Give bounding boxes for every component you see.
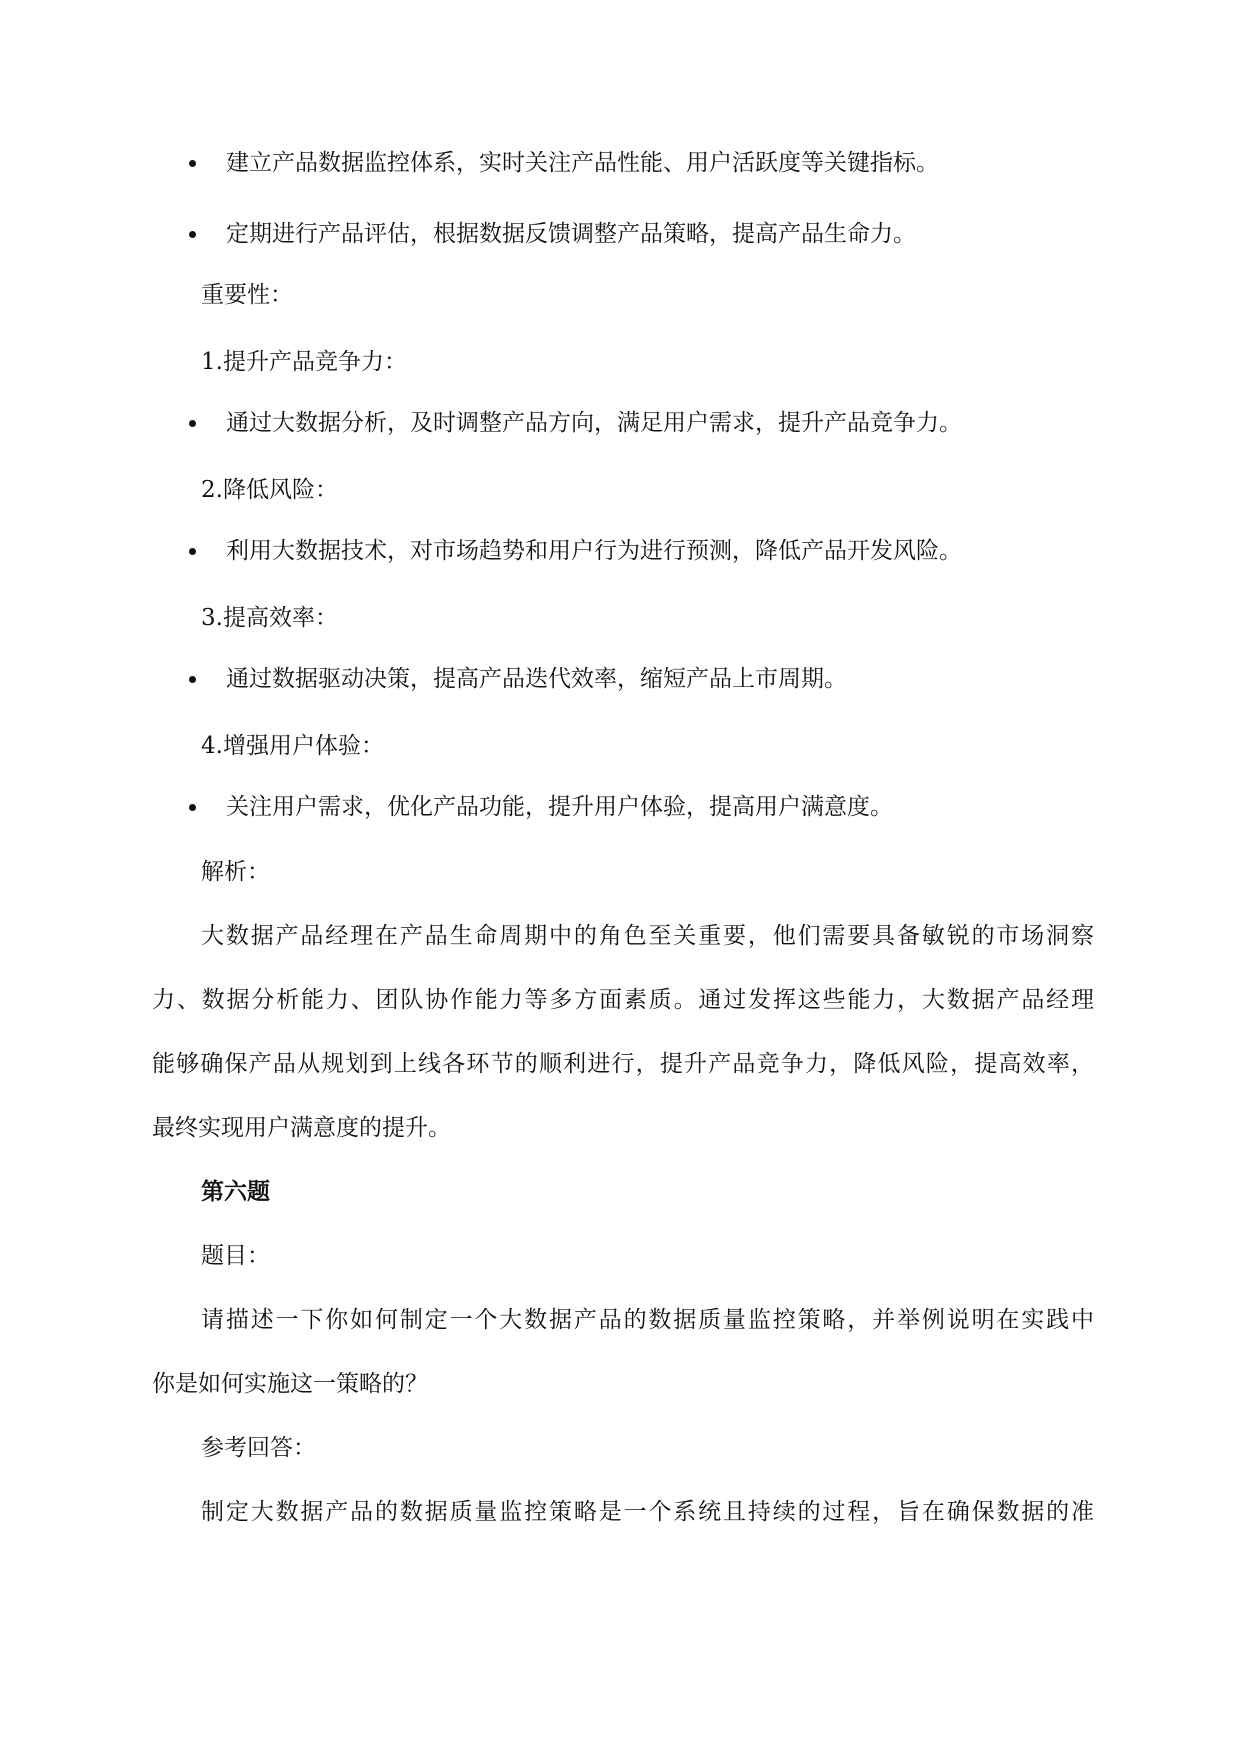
bullet-item: 利用大数据技术，对市场趋势和用户行为进行预测，降低产品开发风险。 [226, 538, 962, 564]
bullet-dot [189, 676, 196, 683]
section-title: 第六题 [201, 1178, 270, 1205]
point-heading: 3.提高效率： [201, 605, 338, 631]
question-heading: 题目： [201, 1243, 270, 1269]
bullet-dot [189, 548, 196, 555]
bullet-item: 定期进行产品评估，根据数据反馈调整产品策略，提高产品生命力。 [226, 221, 916, 247]
bullet-item: 建立产品数据监控体系，实时关注产品性能、用户活跃度等关键指标。 [226, 150, 939, 176]
answer-paragraph-line: 制定大数据产品的数据质量监控策略是一个系统且持续的过程，旨在确保数据的准 [201, 1499, 1094, 1525]
analysis-paragraph-line: 力、数据分析能力、团队协作能力等多方面素质。通过发挥这些能力，大数据产品经理 [152, 987, 1094, 1013]
point-heading: 1.提升产品竞争力： [201, 349, 407, 375]
bullet-item: 通过大数据分析，及时调整产品方向，满足用户需求，提升产品竞争力。 [226, 410, 962, 436]
question-paragraph-line: 你是如何实施这一策略的？ [152, 1371, 428, 1397]
answer-heading: 参考回答： [201, 1435, 316, 1461]
bullet-dot [189, 804, 196, 811]
analysis-paragraph-line: 能够确保产品从规划到上线各环节的顺利进行，提升产品竞争力，降低风险，提高效率， [152, 1051, 1094, 1077]
analysis-paragraph-line: 最终实现用户满意度的提升。 [152, 1115, 451, 1141]
analysis-heading: 解析： [201, 859, 270, 885]
bullet-dot [189, 160, 196, 167]
point-heading: 2.降低风险： [201, 477, 338, 503]
bullet-item: 通过数据驱动决策，提高产品迭代效率，缩短产品上市周期。 [226, 666, 847, 692]
bullet-dot [189, 420, 196, 427]
bullet-dot [189, 231, 196, 238]
point-heading: 4.增强用户体验： [201, 733, 384, 759]
bullet-item: 关注用户需求，优化产品功能，提升用户体验，提高用户满意度。 [226, 794, 893, 820]
analysis-paragraph-line: 大数据产品经理在产品生命周期中的角色至关重要，他们需要具备敏锐的市场洞察 [201, 923, 1094, 949]
question-paragraph-line: 请描述一下你如何制定一个大数据产品的数据质量监控策略，并举例说明在实践中 [201, 1307, 1094, 1333]
importance-heading: 重要性： [201, 282, 293, 308]
